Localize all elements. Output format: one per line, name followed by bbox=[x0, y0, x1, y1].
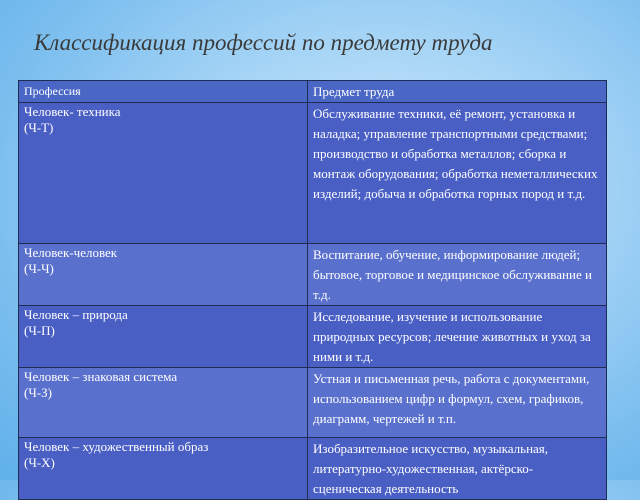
table-row bbox=[19, 306, 607, 368]
header-subject: Предмет труда bbox=[308, 81, 607, 103]
table-header-row bbox=[19, 81, 607, 103]
subject-cell: Устная и письменная речь, работа с документами, использованием цифр и формул, схем, графиков, диаграмм, чертежей и т.п. bbox=[308, 368, 607, 438]
profession-name: Человек – знаковая система bbox=[24, 369, 178, 384]
subject-cell: Изобразительное искусство, музыкальная, литературно-художественная, актёрско-сценическая деятельность bbox=[308, 438, 607, 500]
subject-cell: Обслуживание техники, её ремонт, установка и наладка; управление транспортными средствами; производство и обработка металлов; сборка и монтаж оборудования; обработка неметаллических изделий; добыча и обработка горных пород и т.д. bbox=[308, 103, 607, 244]
table-row bbox=[19, 438, 607, 500]
profession-code: (Ч-Х) bbox=[24, 455, 55, 470]
profession-cell bbox=[19, 438, 308, 500]
profession-name: Человек-человек bbox=[24, 245, 118, 260]
subject-cell: Воспитание, обучение, информирование людей; бытовое, торговое и медицинское обслуживание и т.д. bbox=[308, 244, 607, 306]
profession-code: (Ч-П) bbox=[24, 323, 55, 338]
profession-cell bbox=[19, 103, 308, 244]
profession-name: Человек – художественный образ bbox=[24, 439, 209, 454]
table-row bbox=[19, 244, 607, 306]
profession-code: (Ч-З) bbox=[24, 385, 52, 400]
header-profession: Профессия bbox=[19, 81, 308, 103]
table-row bbox=[19, 368, 607, 438]
profession-code: (Ч-Ч) bbox=[24, 261, 54, 276]
profession-cell bbox=[19, 244, 308, 306]
page-title: Классификация профессий по предмету труда bbox=[34, 30, 493, 55]
profession-cell bbox=[19, 306, 308, 368]
subject-cell: Исследование, изучение и использование природных ресурсов; лечение животных и уход за ними и т.д. bbox=[308, 306, 607, 368]
table-row bbox=[19, 103, 607, 244]
profession-name: Человек – природа bbox=[24, 307, 128, 322]
profession-cell bbox=[19, 368, 308, 438]
profession-name: Человек- техника bbox=[24, 104, 121, 119]
profession-code: (Ч-Т) bbox=[24, 120, 54, 135]
professions-table bbox=[18, 80, 607, 500]
